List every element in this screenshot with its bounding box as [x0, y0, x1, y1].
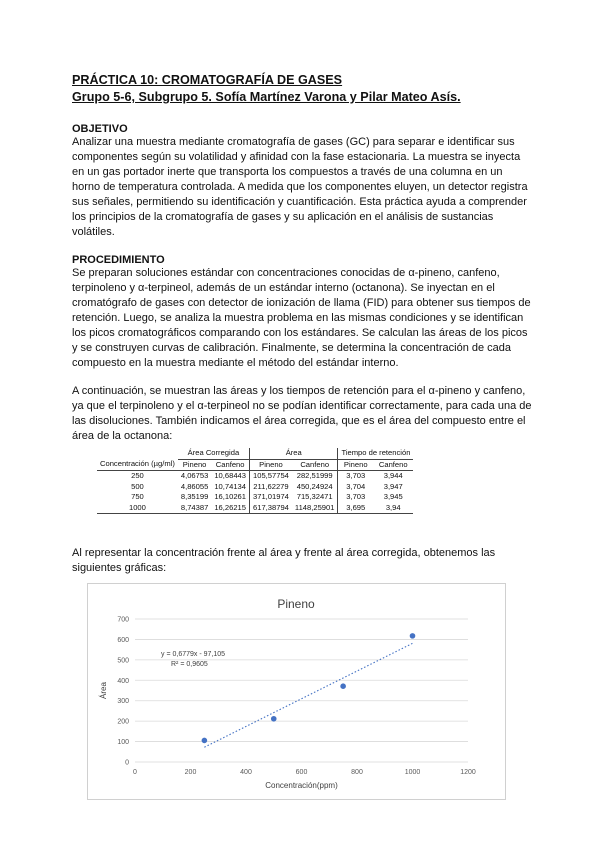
data-point — [271, 716, 277, 722]
table-cell: 500 — [131, 481, 144, 491]
y-axis-label: Área — [99, 682, 108, 699]
objetivo-text: Analizar una muestra mediante cromatografía de gases (GC) para separar e identificar sus componentes según su volatilidad y afinidad con la fase estacionaria. La muestra se inyecta en un gas portador inerte que transporta los compuestos a través de una columna en un horno de temperatura controlada. A medida que los componentes eluyen, un detector registra sus señales, permitiendo su identificación y cuantificación. Esta práctica ayuda a comprender los principios de la cromatografía de gases y su aplicación en el análisis de sustancias volátiles. — [72, 136, 528, 238]
table-cell: 16,26215 — [211, 503, 249, 514]
x-tick-label: 0 — [133, 769, 137, 776]
table-cell: 105,57754 — [250, 471, 292, 482]
data-table — [97, 448, 413, 514]
table-row — [97, 471, 413, 482]
table-header: Pineno — [178, 459, 211, 471]
table-cell: 10,74134 — [214, 481, 246, 491]
table-header: Pineno — [338, 459, 373, 471]
table-cell: 1148,25901 — [292, 503, 338, 514]
procedimiento-heading: PROCEDIMIENTO — [72, 254, 165, 266]
table-cell: 3,695 — [338, 503, 373, 514]
chart-intro-text: Al representar la concentración frente al área y frente al área corregida, obtenemos las siguientes gráficas: — [72, 547, 496, 574]
table-cell: 10,68443 — [214, 471, 246, 480]
table-cell: 3,944 — [383, 471, 403, 480]
y-tick-label: 200 — [117, 718, 129, 726]
y-tick-label: 600 — [117, 636, 129, 644]
table-cell: 3,703 — [338, 471, 373, 482]
table-cell: 1000 — [97, 503, 178, 514]
y-tick-label: 0 — [125, 759, 129, 767]
table-header: Pineno — [250, 459, 292, 471]
table-cell: 371,01974 — [250, 492, 292, 503]
table-header: Canfeno — [373, 459, 413, 471]
y-tick-label: 100 — [117, 739, 129, 747]
table-header: Concentración (µg/ml) — [97, 459, 178, 471]
table-cell: 8,74387 — [178, 503, 211, 514]
table-cell: 4,86055 — [180, 481, 209, 491]
table-cell: 3,703 — [338, 492, 373, 503]
x-tick-label: 1000 — [404, 769, 421, 776]
data-point — [340, 683, 346, 689]
pineno-chart — [87, 583, 506, 800]
x-tick-label: 200 — [184, 769, 197, 776]
table-cell: 617,38794 — [250, 503, 292, 514]
table-cell: 16,10261 — [214, 492, 246, 501]
table-row — [97, 503, 413, 514]
group-tiempo-retencion: Tiempo de retención — [338, 448, 413, 459]
table-cell: 250 — [131, 471, 144, 480]
table-row — [97, 492, 413, 503]
trendline — [204, 643, 412, 747]
table-cell: 715,32471 — [296, 492, 333, 501]
table-cell: 3,945 — [383, 492, 403, 501]
table-cell: 211,62279 — [250, 482, 292, 493]
x-tick-label: 600 — [295, 769, 308, 776]
table-row — [97, 482, 413, 493]
x-tick-label: 800 — [351, 769, 363, 776]
chart-title: Pineno — [277, 597, 315, 611]
data-point — [410, 633, 416, 639]
document-title — [72, 72, 461, 106]
table-header: Canfeno — [292, 459, 338, 471]
title-line-1: PRÁCTICA 10: CROMATOGRAFÍA DE GASES — [72, 73, 343, 87]
x-axis-label: Concentración(ppm) — [265, 781, 338, 790]
procedimiento-text: Se preparan soluciones estándar con concentraciones conocidas de α-pineno, canfeno, terpinoleno y α-terpineol, además de un estándar interno (octanona). Se inyectan en el cromatógrafo de gases con detector de ionización de llama (FID) para obtener sus tiempos de retención. Luego, se analiza la muestra problema en las mismas condiciones y se identifican los picos cromatográficos comparando con los estándares. Se calculan las áreas de los picos y se construyen curvas de calibración. Finalmente, se determina la concentración de cada compuesto en la muestra mediante el método del estándar interno. — [72, 267, 531, 369]
group-area: Área — [250, 448, 338, 459]
group-area-corregida: Área Corregida — [178, 448, 250, 459]
table-cell: 282,51999 — [296, 471, 333, 480]
y-tick-label: 300 — [117, 698, 129, 706]
title-line-2: Grupo 5-6, Subgrupo 5. Sofía Martínez Varona y Pilar Mateo Asís. — [72, 90, 461, 104]
table-cell: 3,94 — [373, 503, 413, 514]
x-tick-label: 1200 — [460, 769, 476, 776]
data-point — [202, 738, 208, 744]
y-tick-label: 700 — [117, 616, 129, 624]
table-header: Canfeno — [211, 459, 249, 471]
table-cell: 750 — [131, 492, 144, 501]
x-tick-label: 400 — [240, 769, 252, 776]
table-cell: 450,24924 — [296, 481, 333, 491]
table-intro-paragraph — [72, 384, 532, 444]
table-cell: 4,06753 — [180, 471, 209, 480]
table-cell: 3,947 — [383, 481, 403, 491]
y-tick-label: 400 — [117, 677, 129, 685]
table-cell: 3,704 — [338, 482, 373, 493]
objetivo-heading: OBJETIVO — [72, 123, 128, 135]
objetivo-paragraph — [72, 135, 532, 240]
table-intro-text: A continuación, se muestran las áreas y los tiempos de retención para el α-pineno y canfeno, ya que el terpinoleno y el α-terpineol no se podían identificar correctamente, para cada una de las disoluciones. También indicamos el área corregida, que es el área del compuesto entre el área de la octanona: — [72, 385, 532, 442]
y-tick-label: 500 — [117, 657, 129, 665]
chart-canvas — [88, 584, 505, 799]
procedimiento-paragraph — [72, 266, 532, 371]
trend-equation: y = 0,6779x - 97,105 — [161, 651, 226, 658]
table-cell: 8,35199 — [180, 492, 209, 501]
chart-intro-paragraph — [72, 546, 532, 576]
trend-r2: R² = 0,9605 — [171, 661, 208, 668]
